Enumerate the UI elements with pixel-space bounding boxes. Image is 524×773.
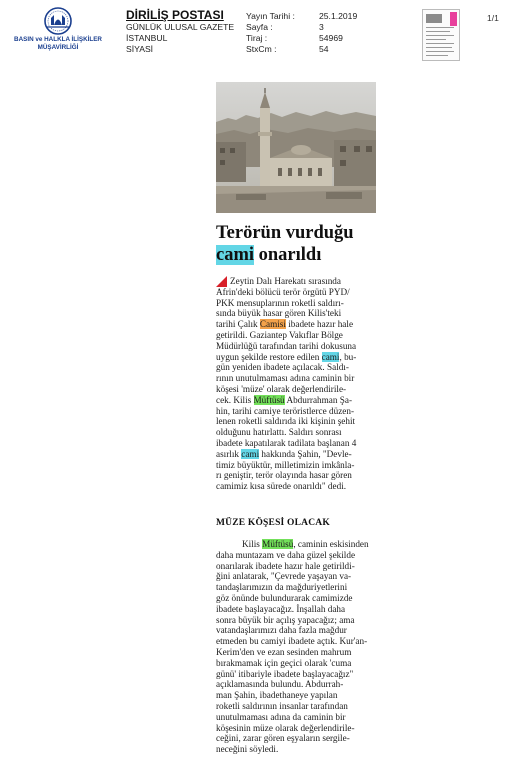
article-line: PKK mensuplarının roketli saldırı- — [216, 297, 344, 308]
article-line: camimiz kısa sürede onarıldı" dedi. — [216, 481, 347, 492]
article-line: köşesinin müze olarak değerlendirile- — [216, 722, 355, 733]
value-publish-date: 25.1.2019 — [319, 11, 358, 21]
article-line: getirildi. Gaziantep Vakıflar Bölge — [216, 329, 343, 340]
article-line: olduğunu hatırlattı. Saldırı sonrası — [216, 427, 342, 438]
line-text: , caminin eskisinden — [293, 539, 369, 549]
label-circulation: Tiraj : — [246, 33, 268, 43]
article-line — [216, 395, 356, 406]
article-line: onarılarak ibadete hazır hale getirildi- — [216, 560, 355, 571]
article-line: timiz büyüktür, milletimizin imkânla- — [216, 459, 355, 470]
keyword-highlight: Camisi — [259, 319, 286, 330]
article-subheading: MÜZE KÖŞESİ OLACAK — [216, 518, 330, 528]
article-line: hin, tarihi camiye teröristlerce düzen- — [216, 405, 355, 416]
article-line: köşesi 'müze' olarak değerlendirile- — [216, 383, 347, 394]
line-text: Abdurrahman Şa- — [284, 394, 353, 405]
article-line: Müdürlüğü tarafından tarihi dokusuna — [216, 340, 357, 351]
article-line: ğini anlatarak, "Çevrede yaşayan va- — [216, 571, 352, 582]
line-text: Kilis — [242, 539, 263, 549]
article-line: bırakmamak için geçici olarak 'cuma — [216, 657, 352, 668]
pub-city: İSTANBUL — [126, 33, 168, 43]
headline-line1: Terörün vurduğu — [216, 223, 354, 243]
article-paragraph-2 — [216, 539, 369, 755]
article-line: vatandaşlarımızı daha fazla mağdur — [216, 625, 347, 636]
value-page: 3 — [319, 22, 324, 32]
line-text: tarihi Çalık — [216, 319, 260, 330]
line-text: asırlık — [216, 448, 242, 459]
article-line: gün yeniden ibadete açılacak. Saldı- — [216, 362, 349, 373]
meta-labels — [246, 11, 295, 55]
value-circulation: 54969 — [319, 33, 343, 43]
keyword-highlight: cami — [321, 351, 340, 362]
thumbnail-highlight — [450, 12, 457, 26]
article-line — [216, 319, 356, 330]
article-line: Kerim'den ve ezan sesinden mahrum — [216, 646, 352, 657]
line-text: ibadete hazır hale — [285, 319, 354, 330]
article-line: Afrin'deki bölücü terör örgütü PYD/ — [216, 286, 350, 297]
article-line — [216, 449, 356, 460]
logo-text-line1: BASIN ve HALKLA İLİŞKİLER — [14, 36, 102, 43]
article-line: man Şahin, ibadethaneye yapılan — [216, 690, 338, 701]
article-line: neceğini söyledi. — [216, 744, 279, 755]
page-thumbnail[interactable] — [422, 9, 460, 61]
ministry-logo — [0, 6, 116, 52]
article-line: tandaşlarımızın da mağduriyetlerini — [216, 582, 348, 593]
pub-info-column — [126, 22, 234, 55]
meta-values — [319, 11, 357, 55]
article-line: sonra büyük bir açılış yapacağız; ama — [216, 614, 355, 625]
article-line: rının unutulmaması adına caminin bir — [216, 373, 355, 384]
article-line: açıklamasında bulundu. Abdurrah- — [216, 679, 344, 690]
article-line: lenen roketli saldırıda iki kişinin şehit — [216, 416, 356, 427]
article-headline — [216, 222, 386, 266]
mosque-photo-image — [216, 82, 376, 213]
line-text: , bu- — [339, 351, 357, 362]
article-line: unutulmaması adına da caminin bir — [216, 711, 346, 722]
label-page: Sayfa : — [246, 22, 273, 32]
headline-line2-rest: onarıldı — [254, 245, 322, 265]
line-text: uygun şekilde restore edilen — [216, 351, 322, 362]
mosque-photo — [216, 82, 376, 213]
article-paragraph-1 — [216, 276, 356, 492]
publication-name: DİRİLİŞ POSTASI — [126, 8, 224, 22]
keyword-highlight: Müftüsü — [262, 539, 294, 549]
pub-type: GÜNLÜK ULUSAL GAZETE — [126, 22, 235, 32]
keyword-highlight: cami — [241, 448, 260, 459]
article-line: günü' itibariyle ibadete başlayacağız" — [216, 668, 354, 679]
article-line: göz önünde bulundurarak camimizde — [216, 592, 353, 603]
article-line: ibadete başlayacağız. İnşallah daha — [216, 603, 346, 614]
line-text: cek. Kilis — [216, 394, 254, 405]
page-number: 1/1 — [487, 13, 499, 23]
article-line — [216, 352, 356, 363]
pub-category: SİYASİ — [126, 44, 154, 54]
article-line: Zeytin Dalı Harekatı sırasında — [230, 276, 341, 286]
label-stxcm: StxCm : — [246, 44, 277, 54]
keyword-highlight: Müftüsü — [253, 394, 285, 405]
value-stxcm: 54 — [319, 44, 329, 54]
crescent-emblem-icon — [40, 6, 76, 36]
line-text: hakkında Şahin, "Devle- — [259, 448, 352, 459]
article-line: etmeden bu camiyi ibadete açtık. Kur'an- — [216, 636, 368, 647]
label-publish-date: Yayın Tarihi : — [246, 11, 295, 21]
article-line: rı geniştir, terör olayında hasar gören — [216, 470, 352, 481]
article-line: roketli saldırının insanlar tarafından — [216, 700, 348, 711]
logo-text-line2: MÜŞAVİRLİĞİ — [37, 44, 79, 51]
article-line: sında büyük hasar gören Kilis'teki — [216, 308, 342, 319]
article-line: ibadete kapatılarak tadilata başlanan 4 — [216, 437, 357, 448]
article-line: ceğini, zarar gören eşyaların sergile- — [216, 733, 350, 744]
article-line: daha muntazam ve daha güzel şekilde — [216, 549, 356, 560]
article-line — [216, 539, 369, 550]
headline-keyword-highlight: cami — [216, 245, 255, 265]
